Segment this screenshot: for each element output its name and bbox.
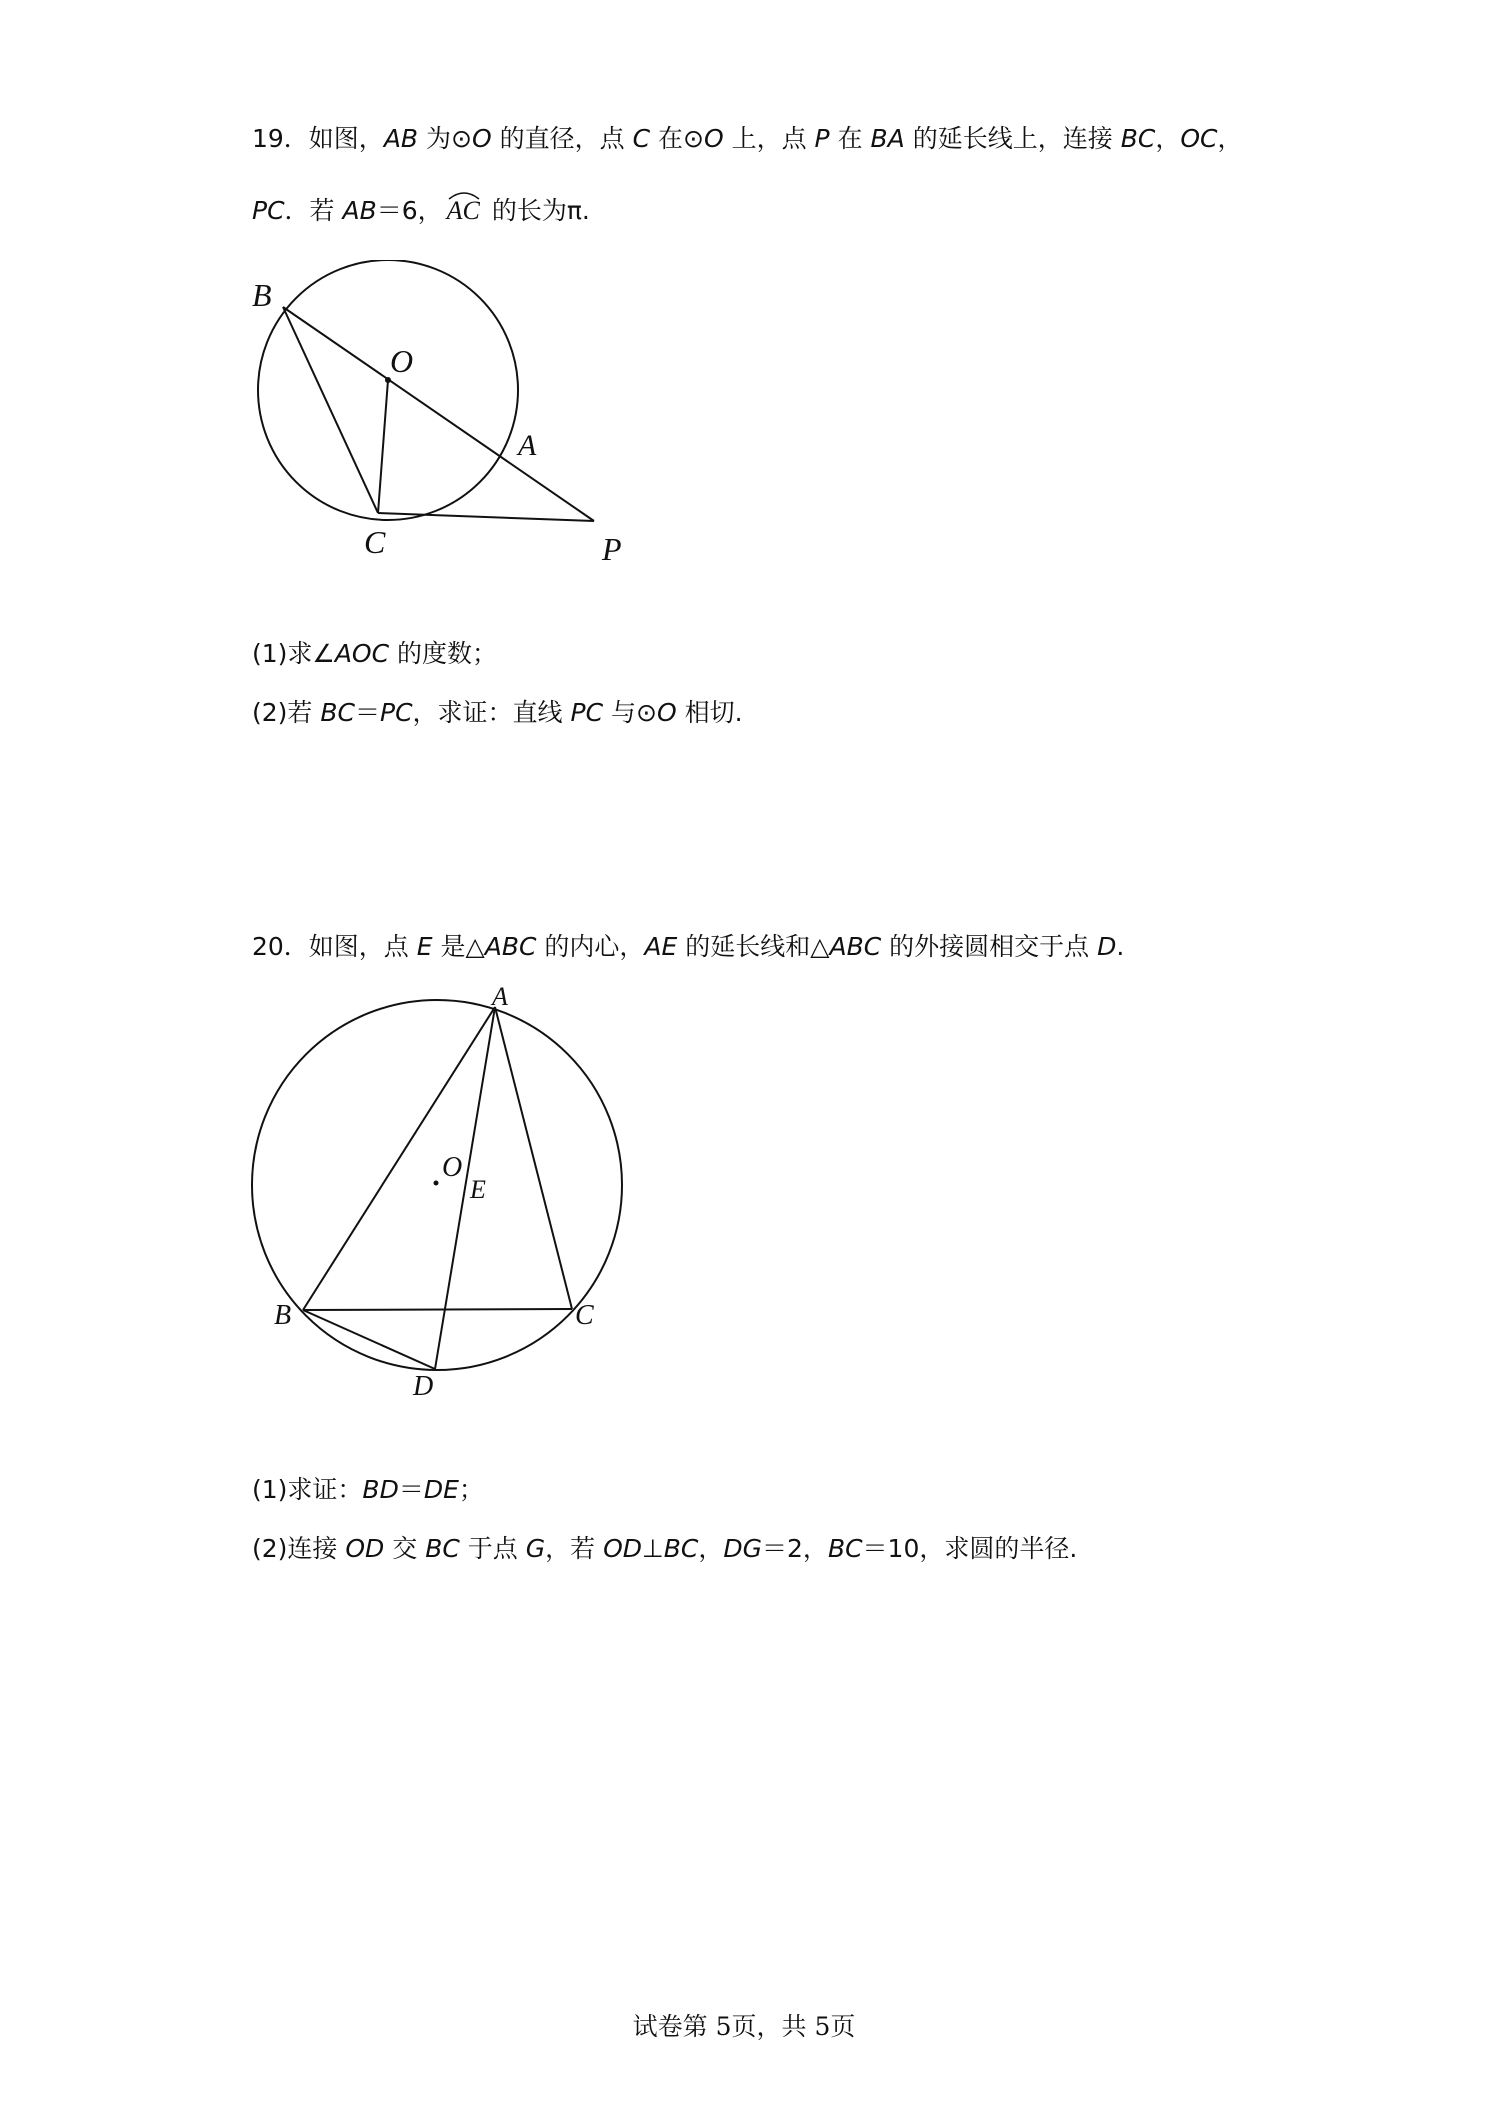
var-c: C bbox=[632, 124, 651, 153]
var-ae: AE bbox=[644, 932, 678, 961]
var-e: E bbox=[416, 932, 433, 961]
arc-ac: AC bbox=[447, 194, 480, 228]
var-de: DE bbox=[423, 1475, 459, 1504]
page-footer: 试卷第 5页，共 5页 bbox=[632, 2012, 856, 2041]
var-abc: ABC bbox=[829, 932, 882, 961]
var-pc: PC bbox=[252, 196, 285, 225]
text: 20．如图，点 bbox=[252, 932, 417, 961]
var-d: D bbox=[1097, 932, 1117, 961]
var-o: O bbox=[471, 124, 492, 153]
q20-part1 bbox=[252, 1473, 484, 1507]
label-c: C bbox=[364, 524, 386, 560]
text: 的度数； bbox=[389, 639, 498, 668]
var-bc: BC bbox=[425, 1534, 460, 1563]
var-ab: AB bbox=[383, 124, 419, 153]
q20-figure bbox=[240, 975, 640, 1405]
text: 在⊙ bbox=[650, 124, 704, 153]
line-ac bbox=[495, 1007, 572, 1309]
label-o: O bbox=[442, 1152, 463, 1183]
var-oc: OC bbox=[1180, 124, 1218, 153]
text: 与⊙ bbox=[603, 698, 657, 727]
line-cp bbox=[378, 513, 594, 521]
text: 的直径，点 bbox=[491, 124, 633, 153]
text: ＝ bbox=[354, 698, 380, 727]
var-bc: BC bbox=[827, 1534, 863, 1563]
text: (2)若 bbox=[252, 698, 321, 727]
label-c: C bbox=[575, 1300, 594, 1331]
line-oc bbox=[378, 380, 388, 513]
var-g: G bbox=[525, 1534, 546, 1563]
var-o: O bbox=[703, 124, 724, 153]
text: 的内心， bbox=[536, 932, 645, 961]
label-o: O bbox=[390, 343, 414, 379]
center-point-o bbox=[434, 1181, 439, 1186]
text: ； bbox=[458, 1475, 484, 1504]
text: 在 bbox=[829, 124, 871, 153]
text: ＝ bbox=[398, 1475, 424, 1504]
text: ＝6， bbox=[376, 196, 443, 225]
q19-part2 bbox=[252, 696, 743, 730]
var-bc: BC bbox=[1120, 124, 1156, 153]
text: 相切. bbox=[676, 698, 743, 727]
label-b: B bbox=[252, 277, 272, 313]
q20-diagram bbox=[240, 975, 640, 1405]
var-aoc: AOC bbox=[334, 639, 390, 668]
var-od: OD bbox=[603, 1534, 642, 1563]
text: (2)连接 bbox=[252, 1534, 346, 1563]
text: ，若 bbox=[545, 1534, 604, 1563]
text: 是△ bbox=[432, 932, 485, 961]
arc-symbol-icon bbox=[447, 190, 481, 200]
q19-line1 bbox=[252, 122, 1242, 156]
line-bd bbox=[303, 1310, 435, 1369]
var-o: O bbox=[656, 698, 677, 727]
var-ab: AB bbox=[342, 196, 377, 225]
q20-part2 bbox=[252, 1532, 1077, 1566]
var-od: OD bbox=[345, 1534, 385, 1563]
text: 为⊙ bbox=[418, 124, 472, 153]
var-pc: PC bbox=[570, 698, 604, 727]
text: ， bbox=[698, 1534, 724, 1563]
text: 19．如图， bbox=[252, 124, 384, 153]
text: ＝2， bbox=[762, 1534, 828, 1563]
label-p: P bbox=[602, 531, 622, 567]
text: ，求证：直线 bbox=[412, 698, 571, 727]
line-bp bbox=[283, 307, 594, 521]
text: 的外接圆相交于点 bbox=[881, 932, 1098, 961]
var-abc: ABC bbox=[484, 932, 537, 961]
line-ab bbox=[303, 1007, 495, 1310]
label-a: A bbox=[518, 429, 537, 462]
text: 的延长线和△ bbox=[677, 932, 830, 961]
text: (1)求∠ bbox=[252, 639, 335, 668]
var-pc: PC bbox=[380, 698, 413, 727]
label-d: D bbox=[413, 1371, 434, 1402]
text: (1)求证： bbox=[252, 1475, 363, 1504]
text: ， bbox=[1217, 124, 1243, 153]
label-b: B bbox=[274, 1300, 292, 1331]
var-bd: BD bbox=[362, 1475, 399, 1504]
text: ＝10，求圆的半径. bbox=[862, 1534, 1078, 1563]
label-a: A bbox=[492, 982, 508, 1011]
text: 于点 bbox=[459, 1534, 526, 1563]
label-e: E bbox=[470, 1175, 486, 1204]
var-bc: BC bbox=[663, 1534, 699, 1563]
q19-figure bbox=[240, 260, 660, 570]
line-ad bbox=[435, 1007, 495, 1369]
text: ．若 bbox=[284, 196, 343, 225]
line-bc bbox=[303, 1309, 572, 1310]
text: 的长为π. bbox=[483, 196, 590, 225]
text: 上，点 bbox=[723, 124, 815, 153]
var-p: P bbox=[814, 124, 830, 153]
text: 交 bbox=[384, 1534, 426, 1563]
var-bc: BC bbox=[320, 698, 355, 727]
q19-line2 bbox=[252, 194, 590, 228]
text: . bbox=[1116, 932, 1125, 961]
q19-part1 bbox=[252, 637, 497, 671]
var-ba: BA bbox=[870, 124, 905, 153]
text: ， bbox=[1155, 124, 1181, 153]
q20-line1 bbox=[252, 930, 1124, 964]
text: ⊥ bbox=[642, 1534, 664, 1563]
text: 的延长线上，连接 bbox=[904, 124, 1121, 153]
q19-diagram bbox=[240, 260, 660, 570]
var-dg: DG bbox=[723, 1534, 763, 1563]
